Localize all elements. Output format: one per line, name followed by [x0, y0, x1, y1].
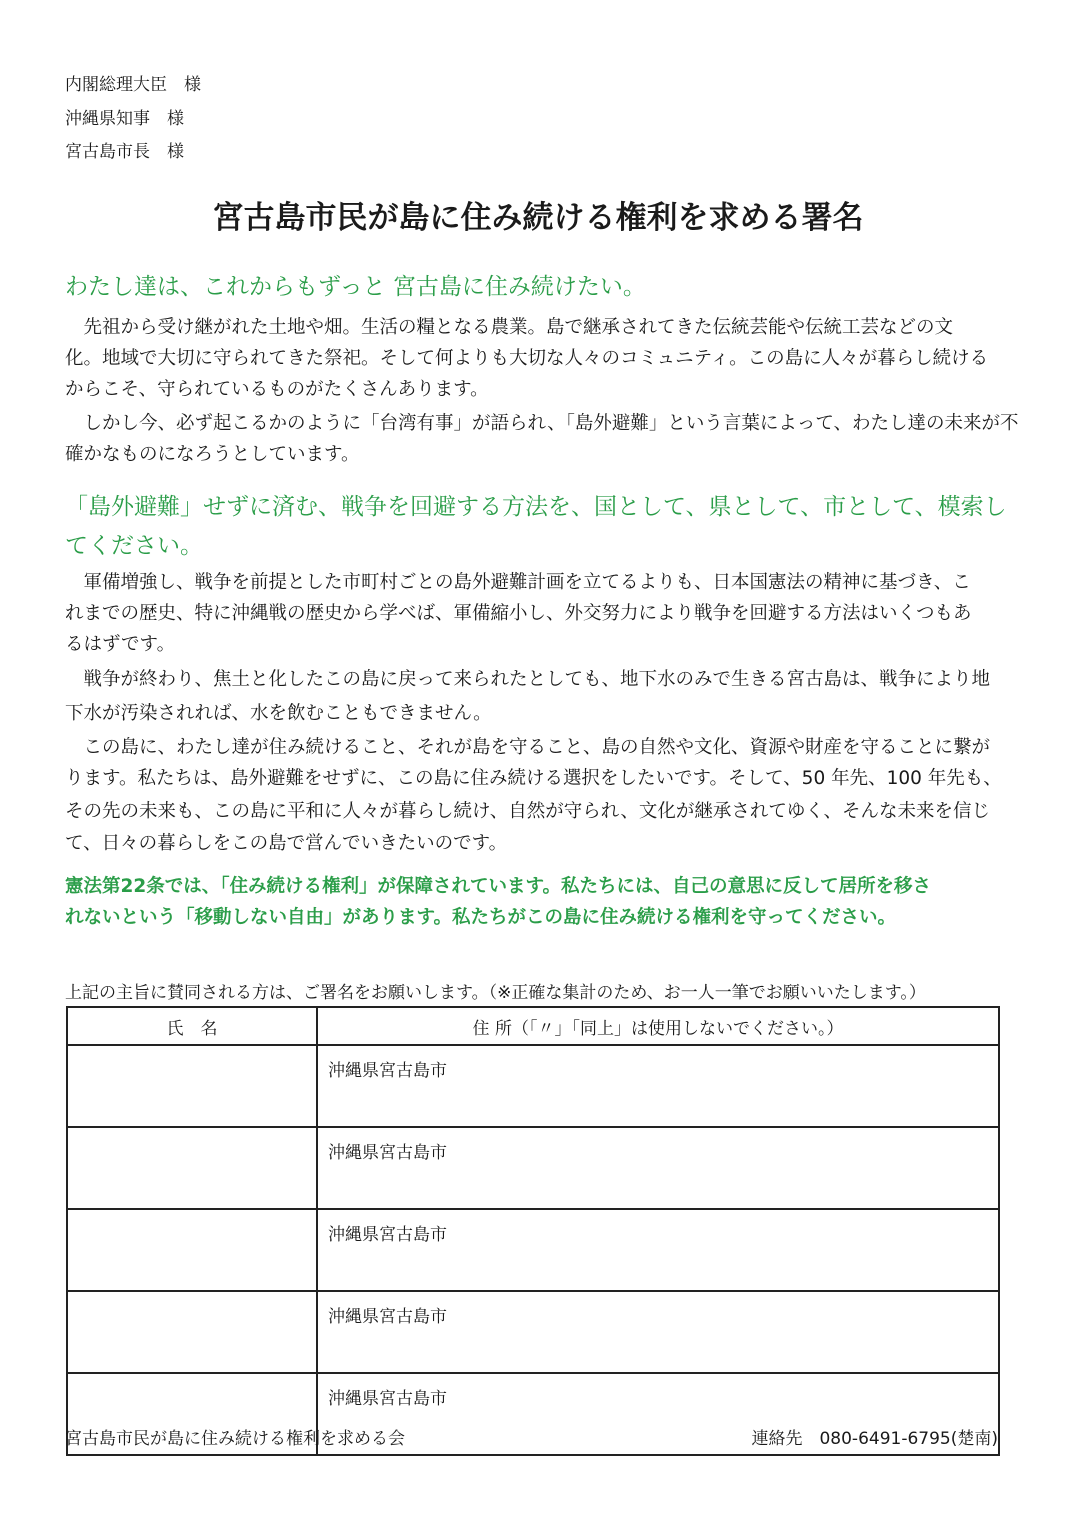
- table-row: [67, 1291, 999, 1373]
- header-name: 氏 名: [67, 1007, 317, 1045]
- table-row: [67, 1127, 999, 1209]
- address-cell[interactable]: 沖縄県宮古島市: [317, 1127, 999, 1209]
- paragraph-line: からこそ、守られているものがたくさんあります。: [65, 379, 489, 400]
- paragraph-line: この島に、わたし達が住み続けること、それが島を守ること、島の自然や文化、資源や財産を守ることに繋が: [65, 737, 991, 758]
- signature-table: [66, 1006, 1000, 1456]
- paragraph-line: その先の未来も、この島に平和に人々が暮らし続け、自然が守られ、文化が継承されてゆく、そんな未来を信じ: [65, 801, 991, 822]
- addressee-governor: 沖縄県知事 様: [65, 109, 184, 129]
- signature-note: 上記の主旨に賛同される方は、ご署名をお願いします。（※正確な集計のため、お一人一筆でお願いいたします。）: [65, 983, 926, 1003]
- organization-name: 宮古島市民が島に住み続ける権利を求める会: [65, 1429, 405, 1449]
- name-cell[interactable]: [67, 1045, 317, 1127]
- paragraph-line: るはずです。: [65, 634, 176, 655]
- addressee-mayor: 宮古島市長 様: [65, 142, 184, 162]
- paragraph-line: 化。地域で大切に守られてきた祭祀。そして何よりも大切な人々のコミュニティ。この島に人々が暮らし続ける: [65, 348, 989, 369]
- addressee-prime-minister: 内閣総理大臣 様: [65, 75, 201, 95]
- header-address: 住 所（「〃」「同上」は使用しないでください。）: [317, 1007, 999, 1045]
- table-row: [67, 1209, 999, 1291]
- name-cell[interactable]: [67, 1291, 317, 1373]
- closing-line: 憲法第22条では、「住み続ける権利」が保障されています。私たちには、自己の意思に反して居所を移さ: [65, 876, 932, 897]
- table-row: [67, 1045, 999, 1127]
- table-header-row: [67, 1007, 999, 1045]
- heading-2-line: 「島外避難」せずに済む、戦争を回避する方法を、国として、県として、市として、模索し: [65, 494, 1007, 520]
- address-cell[interactable]: 沖縄県宮古島市: [317, 1045, 999, 1127]
- paragraph-line: 戦争が終わり、焦土と化したこの島に戻って来られたとしても、地下水のみで生きる宮古島は、戦争により地: [65, 669, 991, 690]
- paragraph-line: て、日々の暮らしをこの島で営んでいきたいのです。: [65, 833, 508, 854]
- paragraph-line: 先祖から受け継がれた土地や畑。生活の糧となる農業。島で継承されてきた伝統芸能や伝統工芸などの文: [65, 317, 954, 338]
- address-cell[interactable]: 沖縄県宮古島市: [317, 1373, 999, 1455]
- contact-info: 連絡先 080-6491-6795(楚南): [751, 1429, 998, 1449]
- name-cell[interactable]: [67, 1127, 317, 1209]
- paragraph-line: ります。私たちは、島外避難をせずに、この島に住み続ける選択をしたいです。そして、50 年先、100 年先も、: [65, 768, 1002, 789]
- heading-2-line: てください。: [65, 533, 203, 559]
- closing-line: れないという「移動しない自由」があります。私たちがこの島に住み続ける権利を守ってください。: [65, 907, 897, 928]
- page-title: 宮古島市民が島に住み続ける権利を求める署名: [212, 200, 864, 236]
- name-cell[interactable]: [67, 1209, 317, 1291]
- paragraph-line: 軍備増強し、戦争を前提とした市町村ごとの島外避難計画を立てるよりも、日本国憲法の精神に基づき、こ: [65, 572, 971, 593]
- paragraph-line: しかし今、必ず起こるかのように「台湾有事」が語られ、「島外避難」という言葉によって、わたし達の未来が不: [65, 413, 1019, 434]
- paragraph-line: れまでの歴史、特に沖縄戦の歴史から学べば、軍備縮小し、外交努力により戦争を回避する方法はいくつもあ: [65, 603, 972, 624]
- heading-1: わたし達は、これからもずっと 宮古島に住み続けたい。: [65, 274, 646, 300]
- address-cell[interactable]: 沖縄県宮古島市: [317, 1291, 999, 1373]
- address-cell[interactable]: 沖縄県宮古島市: [317, 1209, 999, 1291]
- paragraph-line: 下水が汚染されれば、水を飲むこともできません。: [65, 703, 492, 724]
- paragraph-line: 確かなものになろうとしています。: [65, 444, 360, 465]
